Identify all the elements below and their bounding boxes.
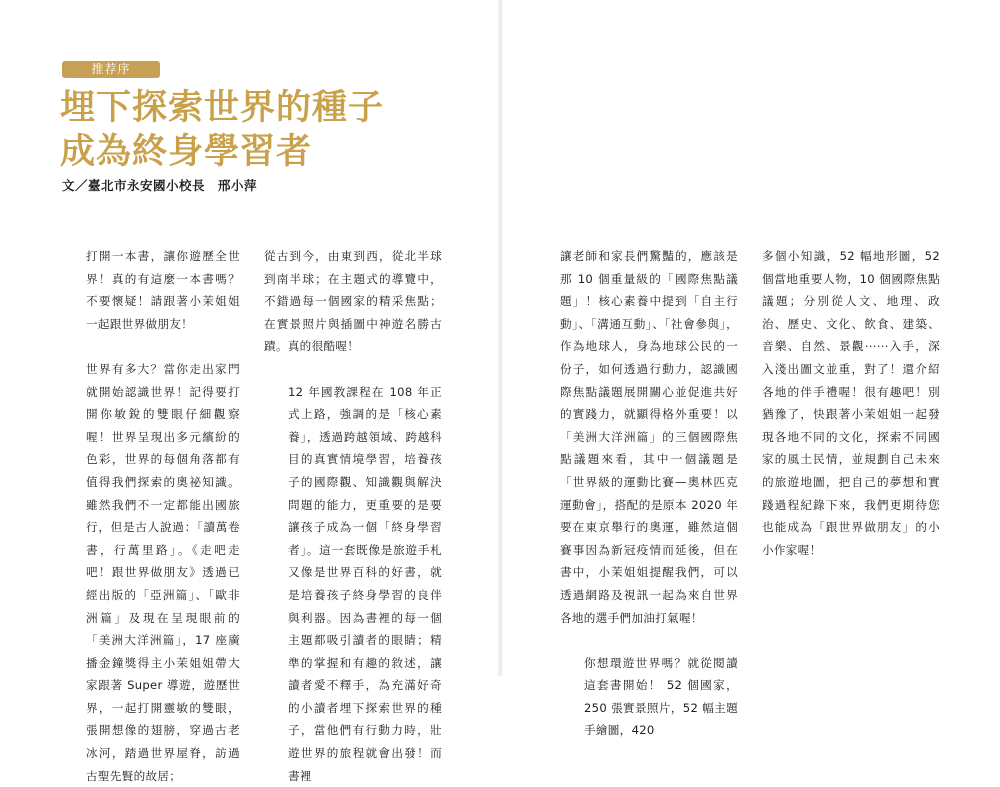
page-gutter [497,0,503,676]
text-column-2 [264,245,442,787]
paragraph: 從古到今，由東到西，從北半球到南半球；在主題式的導覽中，不錯過每一個國家的精采焦點；在實景照片與插圖中神遊名勝古蹟。真的很酷喔！ [264,249,442,354]
paragraph: 你想環遊世界嗎？就從閱讀這套書開始！ 52 個國家，250 張實景照片，52 幅主題手繪圖，420 [584,655,738,738]
title-line-2: 成為終身學習者 [60,132,313,172]
title-line-1: 埋下探索世界的種子 [60,88,385,128]
paragraph: 打開一本書，讓你遊歷全世界！真的有這麼一本書嗎？不要懷疑！請跟著小茉姐姐一起跟世界做朋友！ [86,249,240,331]
text-column-3 [560,245,738,742]
paragraph: 讓老師和家長們驚豔的，應該是那 10 個重量級的「國際焦點議題」！核心素養中提到「自主行動」、「溝通互動」、「社會參與」，作為地球人，身為地球公民的一份子，如何透過行動力，認識國際焦點議題展開關心並促進共好的實踐力，就顯得格外重要！以「美洲大洋洲篇」的三個國際焦點議題來看，其中一個議題是「世界級的運動比賽—奧林匹克運動會」，搭配的是原本 2020 年要在東京舉行的奧運，雖然這個賽事因為新冠疫情而延後，但在書中，小茉姐姐提醒我們，可以透過網路及視訊一起為來自世界各地的選手們加油打氣喔！ [560,249,738,625]
text-column-4 [762,245,940,561]
article-title [60,86,384,174]
author-byline: 文／臺北市永安國小校長 邢小萍 [62,178,258,193]
section-tag: 推荐序 [62,61,160,78]
paragraph: 12 年國教課程在 108 年正式上路，強調的是「核心素養」，透過跨越領域、跨越科目的真實情境學習，培養孩子的國際觀、知識觀與解決問題的能力，更重要的是要讓孩子成為一個「終身學習者」。這一套既像是旅遊手札又像是世界百科的好書，就是培養孩子終身學習的良伴與利器。因為書裡的每一個主題都吸引讀者的眼睛；精準的掌握和有趣的敘述，讓讀者愛不釋手，為充滿好奇的小讀者埋下探索世界的種子，當他們有行動力時，壯遊世界的旅程就會出發！而書裡 [288,384,442,783]
text-column-1 [62,245,240,787]
paragraph: 多個小知識，52 幅地形圖，52 個當地重要人物，10 個國際焦點議題；分別從人文、地理、政治、歷史、文化、飲食、建築、音樂、自然、景觀⋯⋯入手，深入淺出圖文並重，對了！還介紹各地的伴手禮喔！很有趣吧！別猶豫了，快跟著小茉姐姐一起發現各地不同的文化，探索不同國家的風土民情，並規劃自己未來的旅遊地圖，把自己的夢想和實踐過程紀錄下來，我們更期待您也能成為「跟世界做朋友」的小小作家喔！ [762,249,940,557]
paragraph: 世界有多大？當你走出家門就開始認識世界！記得要打開你敏銳的雙眼仔細觀察喔！世界呈現出多元繽紛的色彩，世界的每個角落都有值得我們探索的奧祕知識。雖然我們不一定都能出國旅行，但是古人說過：「讀萬卷書，行萬里路」。《走吧走吧！跟世界做朋友》透過已經出版的「亞洲篇」、「歐非洲篇」及現在呈現眼前的「美洲大洋洲篇」，17 座廣播金鐘獎得主小茉姐姐帶大家跟著 Super 導遊，遊歷世界，一起打開靈敏的雙眼，張開想像的翅膀，穿過古老冰河，踏過世界屋脊，訪過古聖先賢的故居； [86,361,240,783]
